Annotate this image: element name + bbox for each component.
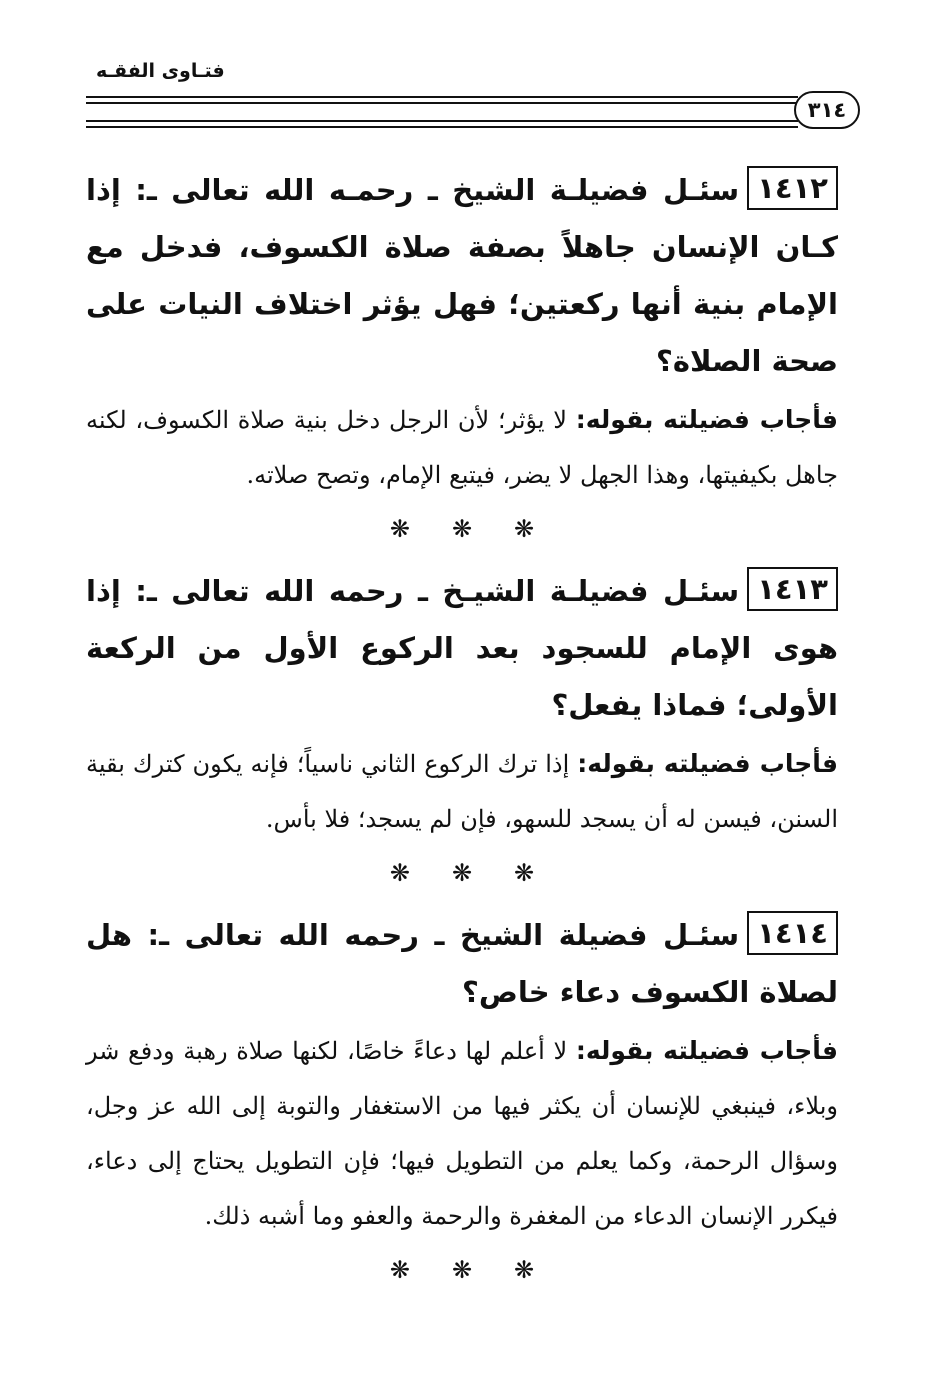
section-separator xyxy=(86,517,838,541)
separator-star-icon: ❋ xyxy=(514,1256,535,1284)
answer-lead: فأجاب فضيلته بقوله: xyxy=(575,405,838,434)
fatwa-question xyxy=(86,907,838,1021)
question-text: سئـل فضيلـة الشيخ ـ رحمـه الله تعالى ـ: إذا كـان الإنسان جاهلاً بصفة صلاة الكسوف، فدخل مع الإمام بنية أنها ركعتين؛ فهل يؤثر اختلاف النيات على صحة الصلاة؟ xyxy=(86,173,838,378)
separator-star-icon: ❋ xyxy=(451,859,473,887)
section-separator xyxy=(86,861,838,885)
fatwa-number: ١٤١٣ xyxy=(747,567,838,611)
question-text: سئـل فضيلـة الشيـخ ـ رحمه الله تعالى ـ: إذا هوى الإمام للسجود بعد الركوع الأول من الركعة الأولى؛ فماذا يفعل؟ xyxy=(86,574,838,722)
separator-star-icon: ❋ xyxy=(451,1256,473,1284)
separator-star-icon: ❋ xyxy=(389,1256,410,1284)
page-number: ٣١٤ xyxy=(794,91,860,129)
answer-text: لا يؤثر؛ لأن الرجل دخل بنية صلاة الكسوف، لكنه جاهل بكيفيتها، وهذا الجهل لا يضر، فيتبع الإمام، وتصح صلاته. xyxy=(86,406,838,489)
question-text: سئـل فضيلة الشيخ ـ رحمه الله تعالى ـ: هل لصلاة الكسوف دعاء خاص؟ xyxy=(86,918,838,1009)
fatwa-1412 xyxy=(86,162,838,503)
header-rule xyxy=(86,120,798,122)
fatwa-answer xyxy=(86,1023,838,1244)
fatwa-number: ١٤١٤ xyxy=(747,911,838,955)
answer-text: إذا ترك الركوع الثاني ناسياً؛ فإنه يكون كترك بقية السنن، فيسن له أن يسجد للسهو، فإن لم يسجد؛ فلا بأس. xyxy=(86,750,838,833)
separator-star-icon: ❋ xyxy=(389,859,410,887)
separator-star-icon: ❋ xyxy=(451,515,473,543)
fatwa-1414 xyxy=(86,907,838,1244)
answer-lead: فأجاب فضيلته بقوله: xyxy=(577,749,838,778)
fatwa-answer xyxy=(86,736,838,847)
fatwa-number: ١٤١٢ xyxy=(747,166,838,210)
answer-lead: فأجاب فضيلته بقوله: xyxy=(575,1036,838,1065)
separator-star-icon: ❋ xyxy=(514,515,535,543)
separator-star-icon: ❋ xyxy=(389,515,410,543)
fatwa-1413 xyxy=(86,563,838,847)
header-rule xyxy=(86,102,798,104)
header-rule xyxy=(86,96,798,98)
separator-star-icon: ❋ xyxy=(514,859,535,887)
page-content xyxy=(86,162,838,1304)
fatwa-question xyxy=(86,563,838,734)
fatwa-answer xyxy=(86,392,838,503)
answer-text: لا أعلم لها دعاءً خاصًا، لكنها صلاة رهبة ودفع شر وبلاء، فينبغي للإنسان أن يكثر فيها من الاستغفار والتوبة إلى الله عز وجل، وسؤال الرحمة، وكما يعلم من التطويل فيها؛ فإن التطويل يحتاج إلى دعاء، فيكرر الإنسان الدعاء من المغفرة والرحمة والعفو وما أشبه ذلك. xyxy=(86,1037,838,1230)
running-title: فتـاوى الفقـه xyxy=(96,60,225,82)
header-rule xyxy=(86,126,798,128)
section-separator xyxy=(86,1258,838,1282)
fatwa-question xyxy=(86,162,838,390)
